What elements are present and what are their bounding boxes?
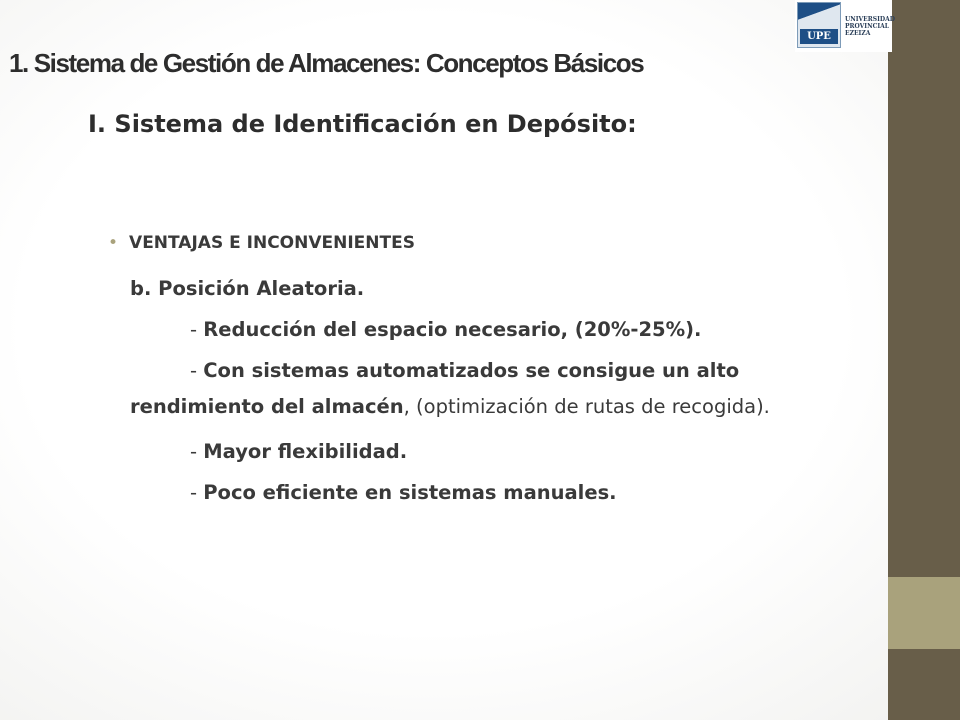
item-dash: - [190, 481, 204, 504]
logo-acronym: UPE [800, 29, 838, 44]
item-dash: - [190, 440, 204, 463]
logo-text: UNIVERSIDAD PROVINCIAL EZEIZA [845, 16, 895, 37]
logo-mark [797, 2, 841, 48]
item-dash: - [190, 359, 204, 382]
section-heading [130, 273, 364, 305]
slide-title: 1. Sistema de Gestión de Almacenes: Conceptos Básicos [9, 48, 644, 78]
item-text: Reducción del espacio necesario, (20%-25%). [203, 318, 702, 341]
list-item [190, 436, 407, 468]
list-item [190, 477, 617, 509]
list-item-continuation [130, 391, 770, 423]
bullet-icon: • [108, 233, 119, 253]
item-text: Mayor flexibilidad. [203, 440, 408, 463]
item-text-line2-normal: , (optimización de rutas de recogida). [403, 395, 770, 418]
item-text: Poco eficiente en sistemas manuales. [203, 481, 617, 504]
bullet-text: VENTAJAS E INCONVENIENTES [129, 233, 415, 253]
slide-subtitle: I. Sistema de Identificación en Depósito: [88, 110, 637, 138]
list-item [190, 314, 701, 346]
item-dash: - [190, 318, 204, 341]
item-text-line2-bold: rendimiento del almacén [130, 395, 404, 418]
bullet-item [108, 233, 415, 253]
logo-wedge [798, 3, 840, 29]
section-heading-text: b. Posición Aleatoria. [130, 277, 365, 300]
item-text-line1: Con sistemas automatizados se consigue un alto [203, 359, 740, 382]
sidebar-accent-block [888, 577, 960, 649]
list-item [190, 355, 739, 387]
university-logo [795, 0, 895, 52]
